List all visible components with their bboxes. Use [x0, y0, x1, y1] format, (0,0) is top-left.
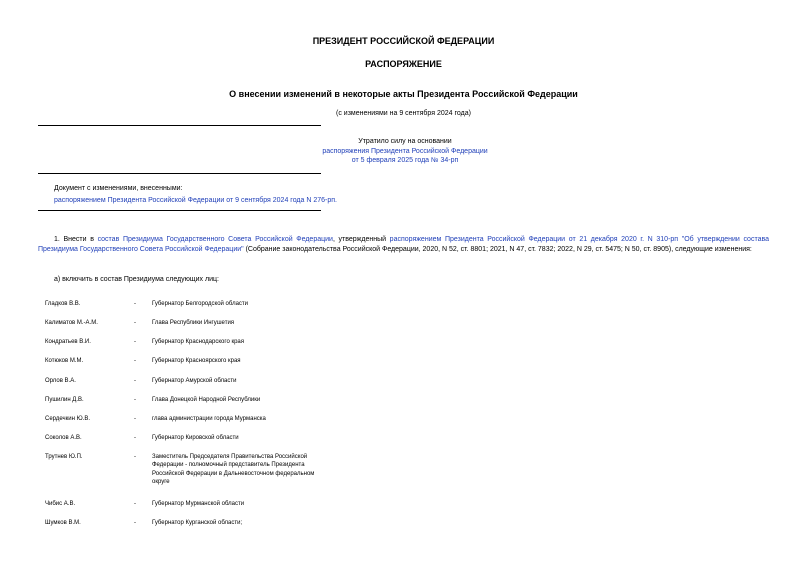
person-name: Калиматов М.-А.М.	[45, 320, 98, 326]
repeal-status-text: Утратило силу на основании	[358, 138, 452, 145]
subparagraph-a: а) включить в состав Президиума следующих лиц:	[54, 276, 219, 283]
presidium-composition-link[interactable]: состав Президиума Государственного Совета Российской Федерации	[97, 236, 333, 243]
person-name: Сердечкин Ю.В.	[45, 416, 90, 422]
person-name: Пушилин Д.В.	[45, 397, 84, 403]
person-position: Губернатор Кировской области	[152, 435, 239, 441]
dash: -	[134, 520, 136, 526]
document-title: О внесении изменений в некоторые акты Президента Российской Федерации	[229, 89, 578, 99]
dash: -	[134, 358, 136, 364]
changes-link[interactable]: распоряжением Президента Российской Федерации от 9 сентября 2024 года N 276-рп.	[54, 197, 337, 204]
changes-label: Документ с изменениями, внесенными:	[54, 185, 183, 192]
dash: -	[134, 397, 136, 403]
repeal-status	[300, 137, 510, 166]
person-position: Губернатор Мурманской области	[152, 501, 245, 507]
divider-line	[38, 173, 321, 174]
dash: -	[134, 454, 136, 460]
repeal-link-line-2[interactable]: от 5 февраля 2025 года № 34-рп	[351, 157, 459, 164]
paragraph-1	[38, 235, 769, 255]
dash: -	[134, 339, 136, 345]
issuer-heading: ПРЕЗИДЕНТ РОССИЙСКОЙ ФЕДЕРАЦИИ	[312, 36, 495, 46]
dash: -	[134, 378, 136, 384]
amended-note: (с изменениями на 9 сентября 2024 года)	[336, 110, 471, 117]
person-position: Губернатор Красноярского края	[152, 358, 241, 364]
person-name: Кондратьев В.И.	[45, 339, 91, 345]
person-name: Гладков В.В.	[45, 301, 81, 307]
dash: -	[134, 416, 136, 422]
person-name: Котюков М.М.	[45, 358, 84, 364]
person-name: Орлов В.А.	[45, 378, 76, 384]
person-position: Глава Донецкой Народной Республики	[152, 397, 261, 403]
document-type-heading: РАСПОРЯЖЕНИЕ	[365, 59, 442, 69]
person-position: глава администрации города Мурманска	[152, 416, 266, 422]
divider-line	[38, 125, 321, 126]
person-name: Трутнев Ю.П.	[45, 454, 83, 460]
paragraph-1-text-1: 1. Внести в	[54, 236, 98, 243]
paragraph-1-text-2: , утвержденный	[332, 236, 390, 243]
dash: -	[134, 301, 136, 307]
divider-line	[38, 210, 321, 211]
person-position: Губернатор Амурской области	[152, 378, 237, 384]
person-position: Губернатор Краснодарского края	[152, 339, 244, 345]
dash: -	[134, 320, 136, 326]
person-name: Шумков В.М.	[45, 520, 81, 526]
paragraph-1-text-3: (Собрание законодательства Российской Федерации, 2020, N 52, ст. 8801; 2021, N 47, ст. 7832; 2022, N 29, ст. 5475; N 50, ст. 8905), следующие изменения:	[243, 246, 752, 253]
changes-block	[54, 183, 337, 207]
order-310-link[interactable]: распоряжением Президента Российской Федерации от 21 декабря 2020 г. N 310-рп "Об утверждении состава Президиума Государственного Совета Российской Федерации"	[38, 236, 770, 253]
person-position: Заместитель Председателя Правительства Российской Федерации - полномочный представитель Президента Российской Федерации в Дальневосточном федеральном округе	[152, 454, 315, 486]
person-position: Глава Республики Ингушетия	[152, 320, 235, 326]
dash: -	[134, 501, 136, 507]
person-position: Губернатор Курганской области;	[152, 520, 243, 526]
person-name: Чибис А.В.	[45, 501, 76, 507]
dash: -	[134, 435, 136, 441]
person-name: Соколов А.В.	[45, 435, 82, 441]
person-position: Губернатор Белгородской области	[152, 301, 248, 307]
repeal-link-line-1[interactable]: распоряжения Президента Российской Федерации	[322, 147, 488, 155]
